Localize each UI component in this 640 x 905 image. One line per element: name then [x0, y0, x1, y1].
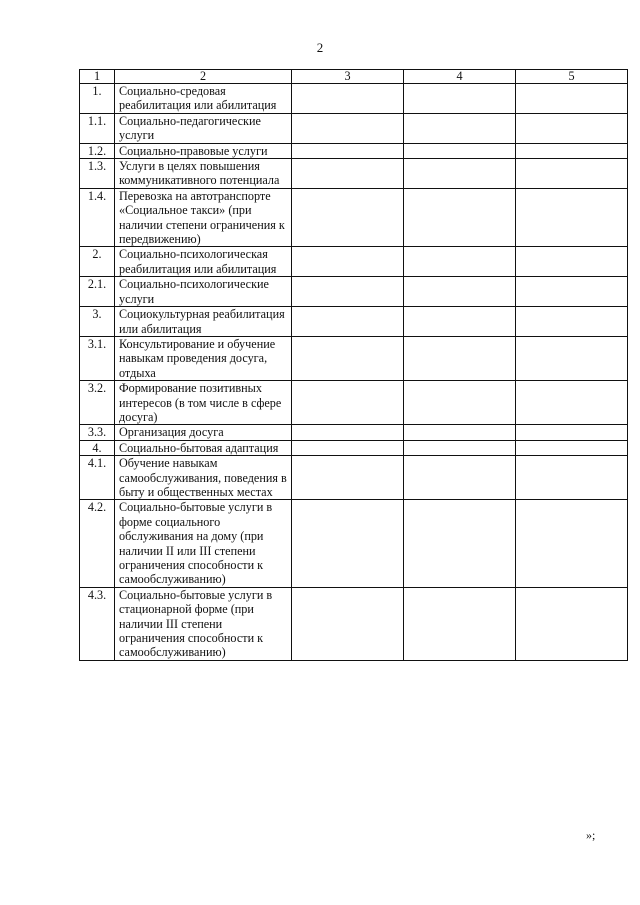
row-cell-3: [292, 336, 404, 380]
row-service-name: Перевозка на автотранспорте «Социальное такси» (при наличии степени ограничения к передвижению): [115, 188, 292, 247]
row-cell-4: [404, 143, 516, 158]
row-cell-3: [292, 113, 404, 143]
row-cell-4: [404, 500, 516, 587]
row-cell-4: [404, 113, 516, 143]
row-cell-3: [292, 277, 404, 307]
row-cell-3: [292, 425, 404, 440]
row-service-name: Организация досуга: [115, 425, 292, 440]
row-cell-4: [404, 381, 516, 425]
table-row: [80, 84, 628, 114]
table-header-row: [80, 70, 628, 84]
row-number: 3.2.: [80, 381, 115, 425]
row-number: 1.1.: [80, 113, 115, 143]
table-row: [80, 425, 628, 440]
row-cell-5: [516, 307, 628, 337]
row-cell-4: [404, 440, 516, 455]
row-service-name: Социально-бытовые услуги в форме социального обслуживания на дому (при наличии II или III степени ограничения способности к самообслуживанию): [115, 500, 292, 587]
row-cell-4: [404, 247, 516, 277]
row-number: 1.2.: [80, 143, 115, 158]
table-row: [80, 307, 628, 337]
column-header-3: 3: [292, 70, 404, 84]
row-cell-3: [292, 440, 404, 455]
row-number: 2.: [80, 247, 115, 277]
row-cell-5: [516, 336, 628, 380]
row-service-name: Социально-психологические услуги: [115, 277, 292, 307]
row-service-name: Формирование позитивных интересов (в том числе в сфере досуга): [115, 381, 292, 425]
row-number: 4.: [80, 440, 115, 455]
row-cell-3: [292, 381, 404, 425]
row-service-name: Консультирование и обучение навыкам проведения досуга, отдыха: [115, 336, 292, 380]
row-number: 1.4.: [80, 188, 115, 247]
row-number: 3.3.: [80, 425, 115, 440]
services-table: [79, 69, 628, 661]
row-cell-4: [404, 84, 516, 114]
row-cell-3: [292, 307, 404, 337]
row-service-name: Социально-бытовые услуги в стационарной форме (при наличии III степени ограничения способности к самообслуживанию): [115, 587, 292, 660]
row-cell-4: [404, 188, 516, 247]
row-cell-4: [404, 159, 516, 189]
row-number: 1.3.: [80, 159, 115, 189]
row-cell-5: [516, 84, 628, 114]
table-row: [80, 159, 628, 189]
row-cell-3: [292, 84, 404, 114]
row-cell-5: [516, 113, 628, 143]
table-row: [80, 336, 628, 380]
row-cell-5: [516, 381, 628, 425]
page-number: 2: [316, 40, 324, 55]
row-cell-3: [292, 143, 404, 158]
row-number: 4.3.: [80, 587, 115, 660]
row-cell-5: [516, 143, 628, 158]
table-row: [80, 247, 628, 277]
table-row: [80, 500, 628, 587]
table-row: [80, 381, 628, 425]
row-number: 1.: [80, 84, 115, 114]
table-row: [80, 143, 628, 158]
row-cell-3: [292, 456, 404, 500]
row-number: 4.1.: [80, 456, 115, 500]
row-cell-3: [292, 188, 404, 247]
row-cell-5: [516, 159, 628, 189]
table-row: [80, 456, 628, 500]
row-number: 3.1.: [80, 336, 115, 380]
column-header-5: 5: [516, 70, 628, 84]
row-service-name: Социально-правовые услуги: [115, 143, 292, 158]
row-number: 4.2.: [80, 500, 115, 587]
column-header-2: 2: [115, 70, 292, 84]
row-cell-3: [292, 587, 404, 660]
row-cell-3: [292, 159, 404, 189]
row-service-name: Социально-педагогические услуги: [115, 113, 292, 143]
column-header-1: 1: [80, 70, 115, 84]
row-cell-5: [516, 456, 628, 500]
closing-quote-mark: »;: [586, 828, 596, 842]
row-cell-4: [404, 425, 516, 440]
row-service-name: Социально-средовая реабилитация или абилитация: [115, 84, 292, 114]
row-service-name: Социокультурная реабилитация или абилитация: [115, 307, 292, 337]
row-cell-3: [292, 500, 404, 587]
row-cell-4: [404, 307, 516, 337]
row-cell-4: [404, 336, 516, 380]
row-cell-4: [404, 277, 516, 307]
row-cell-5: [516, 500, 628, 587]
row-cell-4: [404, 587, 516, 660]
table-row: [80, 113, 628, 143]
row-cell-5: [516, 247, 628, 277]
row-cell-5: [516, 425, 628, 440]
table-row: [80, 440, 628, 455]
row-service-name: Социально-бытовая адаптация: [115, 440, 292, 455]
row-service-name: Обучение навыкам самообслуживания, поведения в быту и общественных местах: [115, 456, 292, 500]
row-cell-5: [516, 440, 628, 455]
row-cell-5: [516, 587, 628, 660]
row-cell-5: [516, 188, 628, 247]
row-number: 2.1.: [80, 277, 115, 307]
row-number: 3.: [80, 307, 115, 337]
table-row: [80, 188, 628, 247]
row-service-name: Услуги в целях повышения коммуникативного потенциала: [115, 159, 292, 189]
column-header-4: 4: [404, 70, 516, 84]
row-cell-5: [516, 277, 628, 307]
table-row: [80, 277, 628, 307]
table-row: [80, 587, 628, 660]
row-cell-3: [292, 247, 404, 277]
row-service-name: Социально-психологическая реабилитация или абилитация: [115, 247, 292, 277]
row-cell-4: [404, 456, 516, 500]
